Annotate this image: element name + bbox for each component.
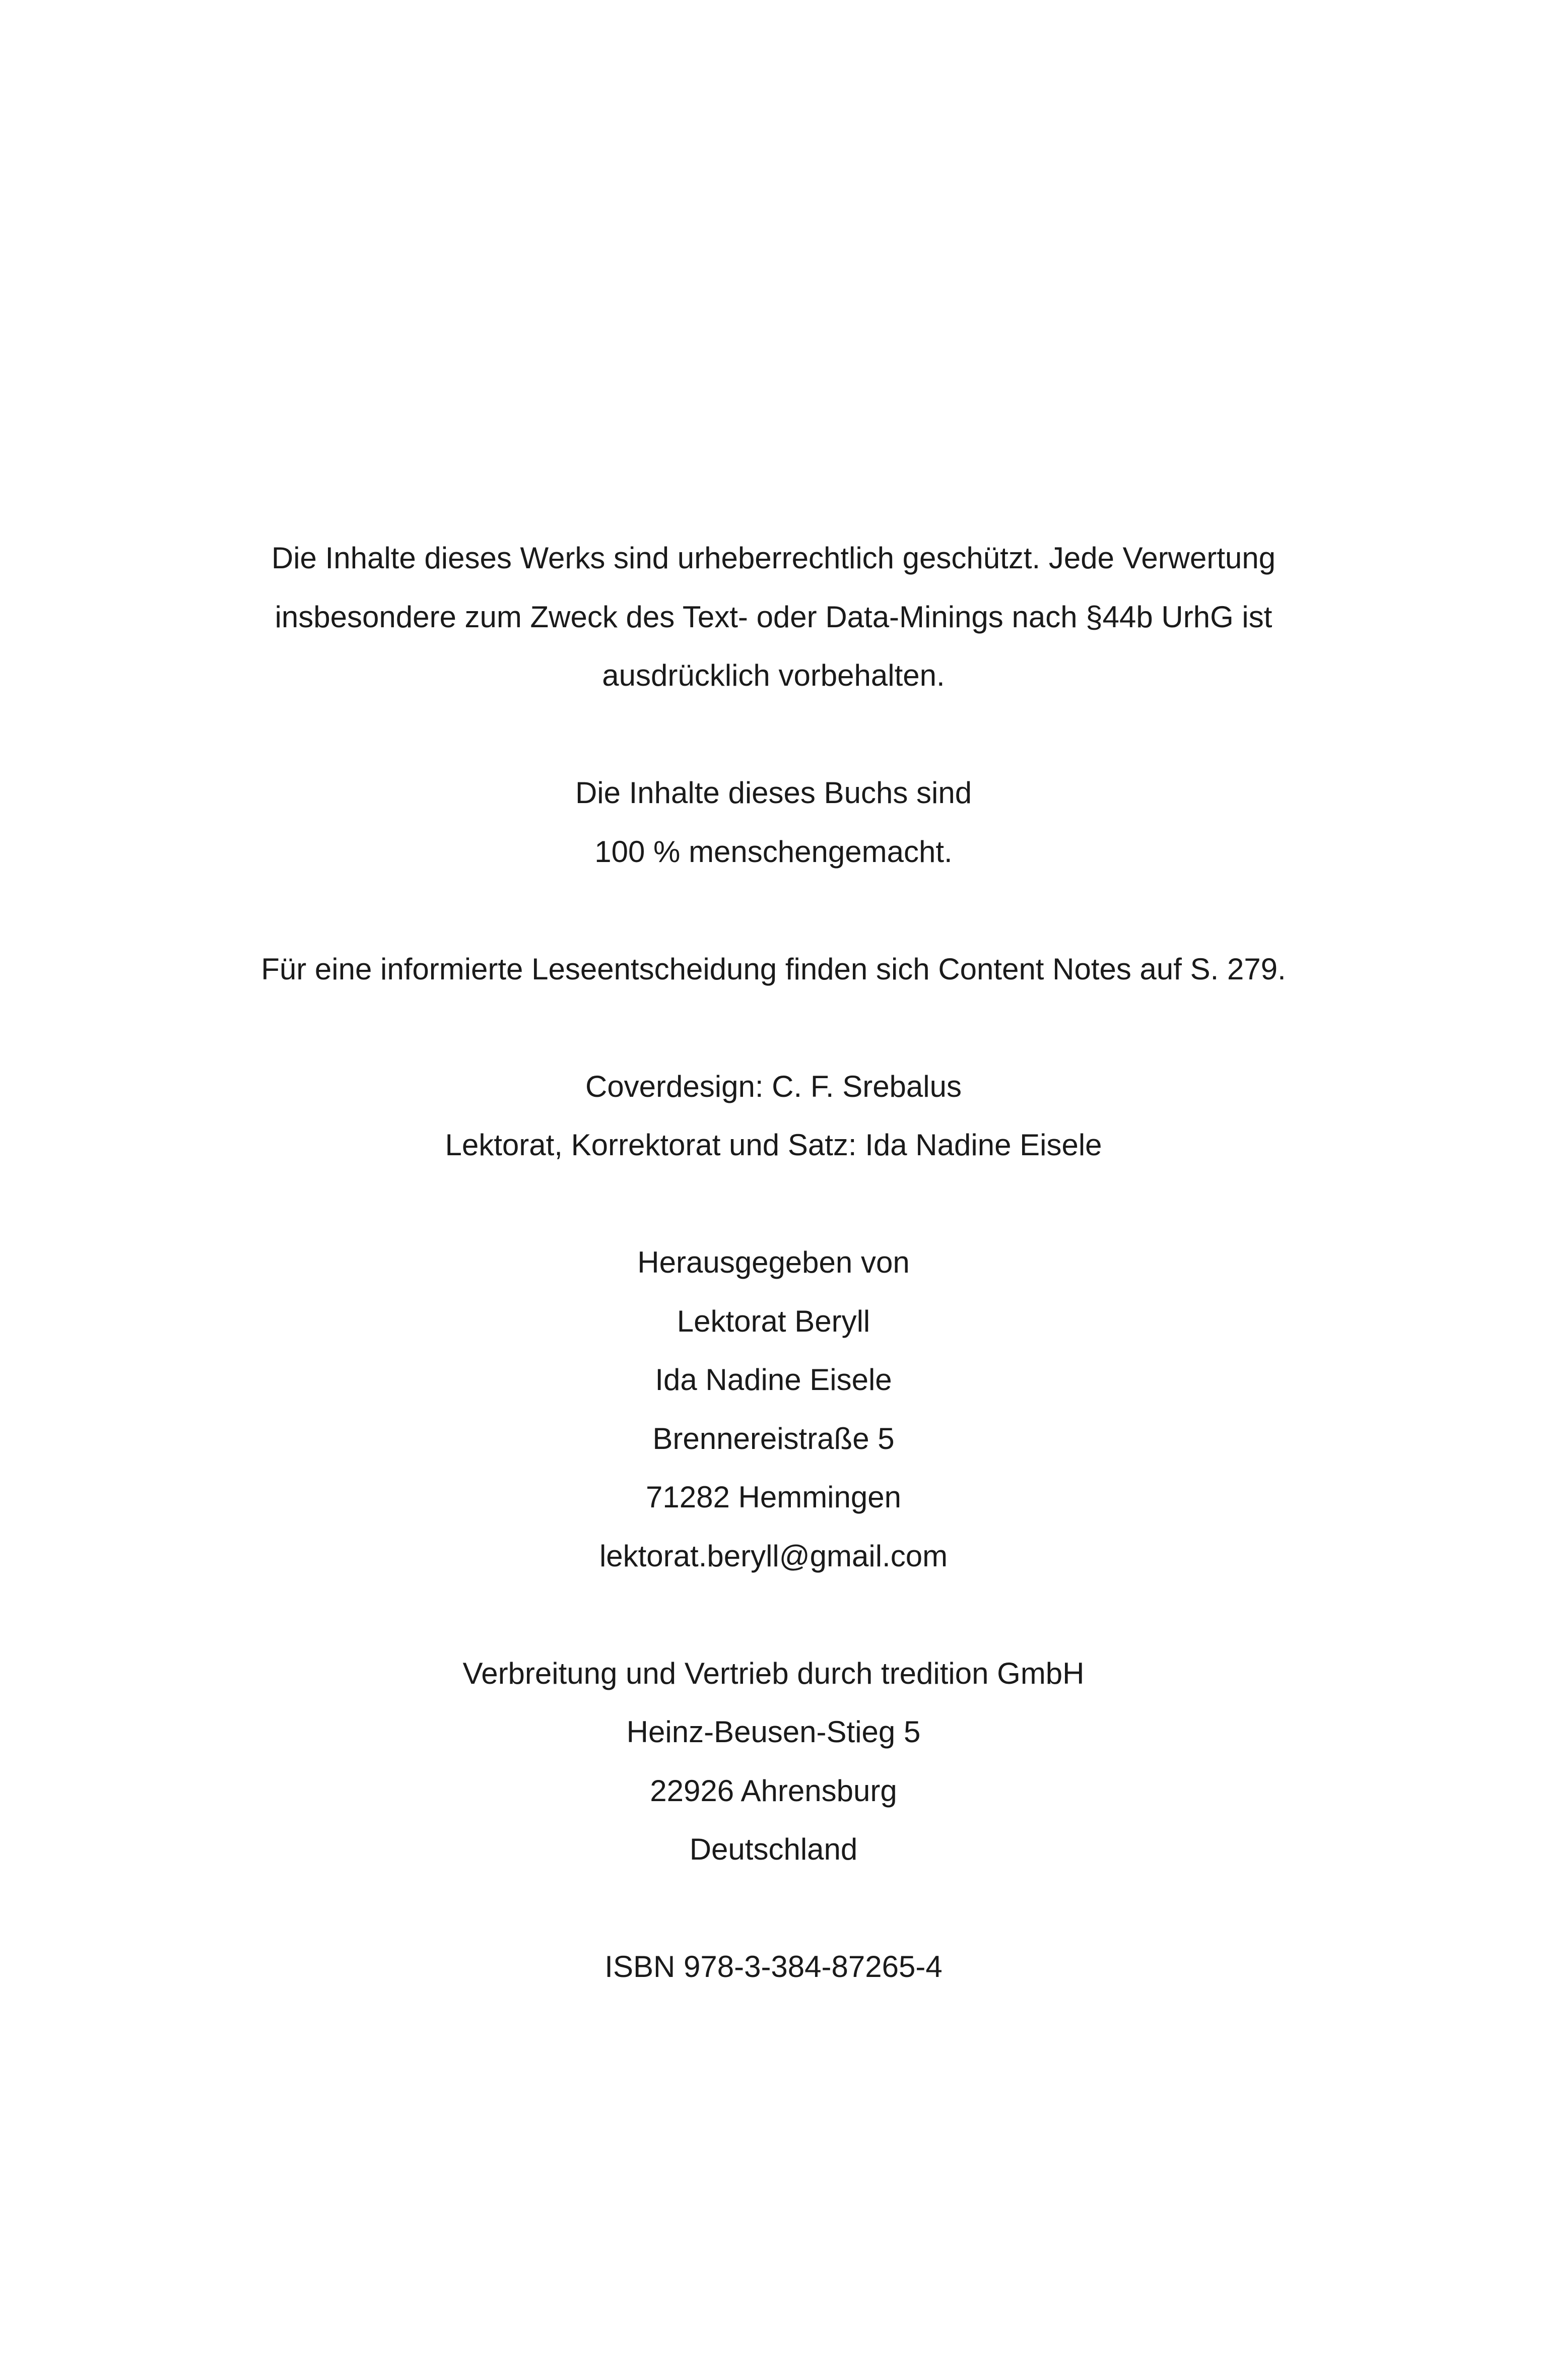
distribution-country: Deutschland: [689, 1832, 858, 1866]
publisher-email: lektorat.beryll@gmail.com: [599, 1539, 948, 1573]
content-notes-line: Für eine informierte Leseentscheidung finden sich Content Notes auf S. 279.: [261, 952, 1286, 986]
spacer: [0, 705, 1547, 764]
imprint-content: [0, 529, 1547, 1997]
distribution-street: Heinz-Beusen-Stieg 5: [626, 1715, 921, 1749]
publisher-name: Lektorat Beryll: [677, 1304, 870, 1338]
spacer: [0, 999, 1547, 1057]
isbn-line: ISBN 978-3-384-87265-4: [604, 1950, 943, 1984]
publisher-person: Ida Nadine Eisele: [655, 1363, 892, 1397]
distribution-city: 22926 Ahrensburg: [650, 1773, 897, 1808]
copyright-notice-line-2: insbesondere zum Zweck des Text- oder Data-Minings nach §44b UrhG ist: [275, 600, 1272, 634]
spacer: [0, 1175, 1547, 1234]
publisher-street: Brennereistraße 5: [652, 1421, 895, 1456]
publisher-city: 71282 Hemmingen: [646, 1480, 901, 1514]
copyright-notice-line-1: Die Inhalte dieses Werks sind urheberrechtlich geschützt. Jede Verwertung: [271, 541, 1276, 575]
human-made-line-2: 100 % menschengemacht.: [594, 834, 953, 869]
copyright-notice-line-3: ausdrücklich vorbehalten.: [602, 658, 945, 692]
spacer: [0, 881, 1547, 940]
spacer: [0, 1585, 1547, 1644]
cover-design-credit: Coverdesign: C. F. Srebalus: [585, 1069, 962, 1103]
distribution-line: Verbreitung und Vertrieb durch tredition GmbH: [462, 1656, 1085, 1690]
human-made-line-1: Die Inhalte dieses Buchs sind: [575, 776, 972, 810]
spacer: [0, 1879, 1547, 1938]
publisher-heading: Herausgegeben von: [637, 1245, 910, 1279]
editing-credit: Lektorat, Korrektorat und Satz: Ida Nadine Eisele: [445, 1128, 1102, 1162]
